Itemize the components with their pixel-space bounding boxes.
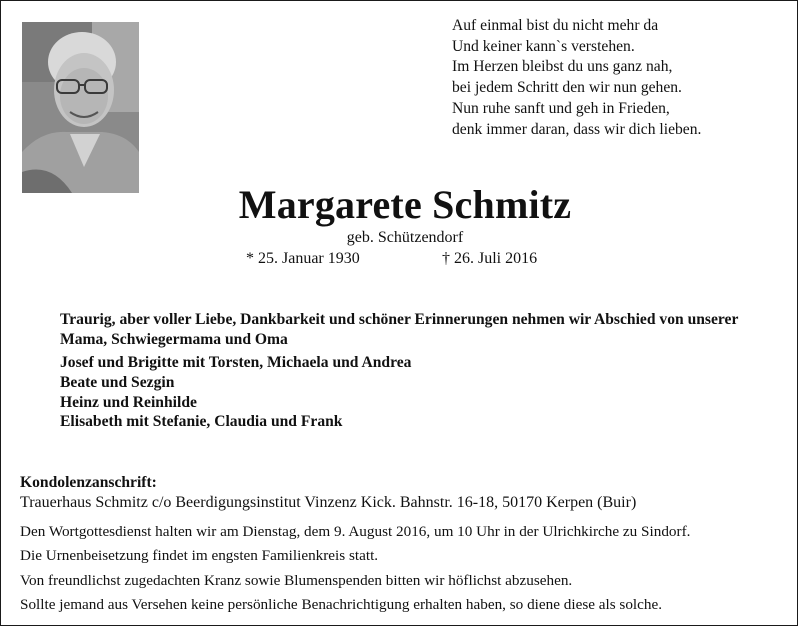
- poem-line: denk immer daran, dass wir dich lieben.: [452, 120, 702, 138]
- poem-line: Und keiner kann`s verstehen.: [452, 37, 635, 55]
- family-list: [60, 353, 750, 432]
- poem-line: Auf einmal bist du nicht mehr da: [452, 17, 659, 34]
- maiden-name: geb. Schützendorf: [346, 229, 464, 246]
- condolence-heading: Kondolenzanschrift:: [20, 474, 157, 491]
- family-member: Beate und Sezgin: [60, 373, 175, 391]
- death-date: † 26. Juli 2016: [442, 250, 538, 267]
- family-member: Elisabeth mit Stefanie, Claudia und Frank: [60, 413, 343, 431]
- notice-burial: Die Urnenbeisetzung findet im engsten Familienkreis statt.: [20, 547, 379, 564]
- poem-line: bei jedem Schritt den wir nun gehen.: [452, 79, 682, 97]
- poem-line: Im Herzen bleibst du uns ganz nah,: [452, 58, 673, 76]
- portrait-image: [22, 22, 139, 193]
- deceased-name: Margarete Schmitz: [238, 182, 572, 227]
- notice-notification: Sollte jemand aus Versehen keine persönliche Benachrichtigung erhalten haben, so diene diese als solche.: [20, 596, 663, 613]
- portrait-photo: [22, 22, 139, 193]
- family-member: Heinz und Reinhilde: [60, 393, 197, 411]
- notice-flowers: Von freundlichst zugedachten Kranz sowie Blumenspenden bitten wir höflichst abzusehen.: [20, 572, 573, 589]
- notice-service: Den Wortgottesdienst halten wir am Dienstag, dem 9. August 2016, um 10 Uhr in der Ulrichkirche zu Sindorf.: [20, 523, 691, 540]
- family-member: Josef und Brigitte mit Torsten, Michaela und Andrea: [60, 354, 412, 371]
- poem-line: Nun ruhe sanft und geh in Frieden,: [452, 99, 670, 117]
- condolence-address: Trauerhaus Schmitz c/o Beerdigungsinstitut Vinzenz Kick. Bahnstr. 16-18, 50170 Kerpen (Buir): [20, 494, 637, 511]
- memorial-poem: [452, 16, 782, 140]
- farewell-message: Traurig, aber voller Liebe, Dankbarkeit und schöner Erinnerungen nehmen wir Abschied von unserer Mama, Schwiegermama und Oma: [60, 311, 739, 348]
- birth-date: * 25. Januar 1930: [246, 250, 360, 267]
